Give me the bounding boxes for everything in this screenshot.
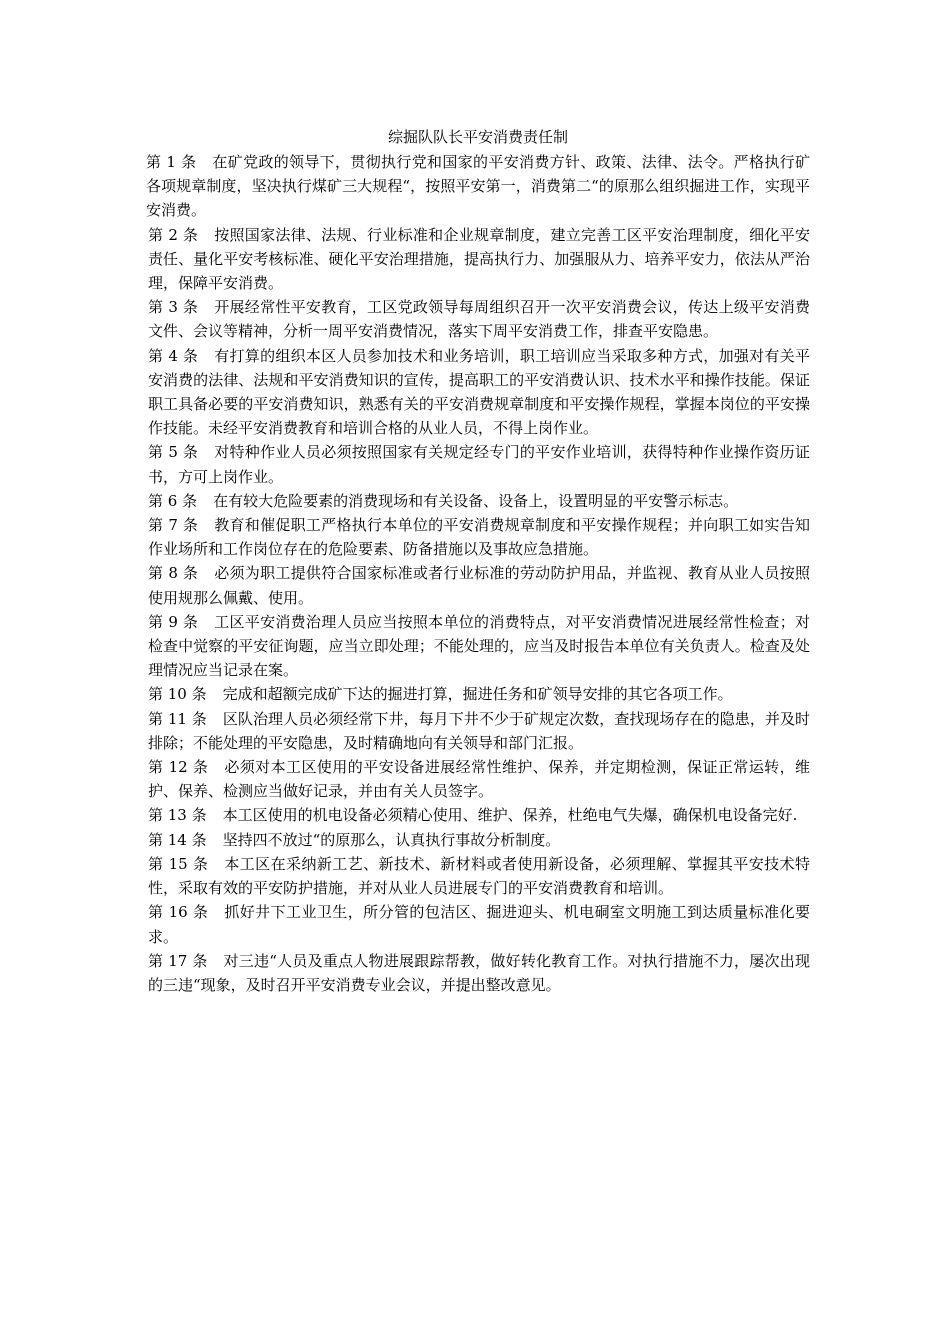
article-text: 对特种作业人员必须按照国家有关规定经专门的平安作业培训，获得特种作业操作资历证书，方可上岗作业。 — [148, 443, 810, 486]
article-15 — [146, 852, 810, 900]
article-14 — [146, 828, 810, 852]
article-16 — [146, 900, 810, 948]
article-number: 第 4 条 — [148, 346, 199, 365]
article-number: 第 16 条 — [148, 903, 209, 922]
document-page — [146, 126, 810, 997]
article-text: 教育和催促职工严格执行本单位的平安消费规章制度和平安操作规程；并向职工如实告知作业场所和工作岗位存在的危险要素、防备措施以及事故应急措施。 — [148, 516, 810, 559]
article-number: 第 3 条 — [148, 298, 199, 317]
article-text: 必须为职工提供符合国家标准或者行业标准的劳动防护用品，并监视、教育从业人员按照使用规那么佩戴、使用。 — [148, 564, 810, 607]
article-number: 第 1 条 — [146, 153, 197, 171]
article-10 — [146, 682, 810, 706]
article-text: 在有较大危险要素的消费现场和有关设备、设备上，设置明显的平安警示标志。 — [213, 491, 739, 510]
article-text: 抓好井下工业卫生，所分管的包洁区、掘进迎头、机电硐室文明施工到达质量标准化要求。 — [148, 903, 810, 946]
article-number: 第 9 条 — [148, 612, 199, 631]
article-text: 坚持四不放过“的原那么，认真执行事故分析制度。 — [222, 830, 561, 849]
article-number: 第 12 条 — [148, 758, 209, 777]
article-text: 按照国家法律、法规、行业标准和企业规章制度，建立完善工区平安治理制度，细化平安责任、量化平安考核标准、硬化平安治理措施，提高执行力、加强服从力、培养平安力，依法从严治理，保障平安消费。 — [148, 225, 810, 293]
article-1 — [146, 150, 810, 223]
article-6 — [146, 489, 810, 513]
article-number: 第 10 条 — [148, 685, 207, 704]
article-2 — [146, 223, 810, 296]
document-title: 综掘队队长平安消费责任制 — [387, 128, 568, 146]
article-number: 第 15 条 — [148, 854, 209, 873]
article-8 — [146, 561, 810, 609]
article-text: 工区平安消费治理人员应当按照本单位的消费特点，对平安消费情况进展经常性检查；对检查中觉察的平安征询题，应当立即处理；不能处理的，应当及时报告本单位有关负责人。检查及处理情况应当记录在案。 — [148, 612, 810, 680]
article-text: 在矿党政的领导下，贯彻执行党和国家的平安消费方针、政策、法律、法令。严格执行矿各项规章制度，坚决执行煤矿三大规程“，按照平安第一，消费第二“的原那么组织掘进工作，实现平安消费。 — [146, 153, 810, 220]
article-number: 第 17 条 — [148, 951, 208, 970]
article-text: 本工区在采纳新工艺、新技术、新材料或者使用新设备，必须理解、掌握其平安技术特性，采取有效的平安防护措施，并对从业人员进展专门的平安消费教育和培训。 — [148, 854, 810, 898]
article-11 — [146, 707, 810, 755]
article-7 — [146, 513, 810, 561]
article-9 — [146, 610, 810, 683]
article-12 — [146, 755, 810, 803]
article-number: 第 8 条 — [148, 564, 199, 583]
article-text: 本工区使用的机电设备必须精心使用、维护、保养，杜绝电气失爆，确保机电设备完好. — [222, 806, 798, 825]
article-text: 开展经常性平安教育，工区党政领导每周组织召开一次平安消费会议，传达上级平安消费文件、会议等精神，分析一周平安消费情况，落实下周平安消费工作，排查平安隐患。 — [148, 298, 810, 341]
article-text: 有打算的组织本区人员参加技术和业务培训，职工培训应当采取多种方式，加强对有关平安消费的法律、法规和平安消费知识的宣传，提高职工的平安消费认识、技术水平和操作技能。保证职工具备必要的平安消费知识，熟悉有关的平安消费规章制度和平安操作规程，掌握本岗位的平安操作技能。未经平安消费教育和培训合格的从业人员，不得上岗作业。 — [148, 346, 810, 438]
article-text: 对三违“人员及重点人物进展跟踪帮教，做好转化教育工作。对执行措施不力，屡次出现的三违“现象，及时召开平安消费专业会议，并提出整改意见。 — [148, 951, 810, 994]
article-number: 第 7 条 — [148, 516, 199, 535]
article-number: 第 6 条 — [148, 491, 198, 510]
article-text: 区队治理人员必须经常下井，每月下井不少于矿规定次数，查找现场存在的隐患，并及时排除；不能处理的平安隐患，及时精确地向有关领导和部门汇报。 — [148, 709, 810, 752]
article-text: 完成和超额完成矿下达的掘进打算，掘进任务和矿领导安排的其它各项工作。 — [222, 685, 733, 704]
article-text: 必须对本工区使用的平安设备进展经常性维护、保养，并定期检测，保证正常运转，维护、保养、检测应当做好记录，并由有关人员签字。 — [148, 758, 810, 801]
article-4 — [146, 344, 810, 441]
article-number: 第 14 条 — [148, 830, 207, 849]
article-number: 第 11 条 — [148, 709, 207, 728]
article-number: 第 5 条 — [148, 443, 199, 462]
article-13 — [146, 803, 810, 827]
article-5 — [146, 440, 810, 488]
article-17 — [146, 949, 810, 997]
article-number: 第 2 条 — [148, 225, 199, 244]
article-number: 第 13 条 — [148, 806, 207, 825]
article-3 — [146, 295, 810, 343]
